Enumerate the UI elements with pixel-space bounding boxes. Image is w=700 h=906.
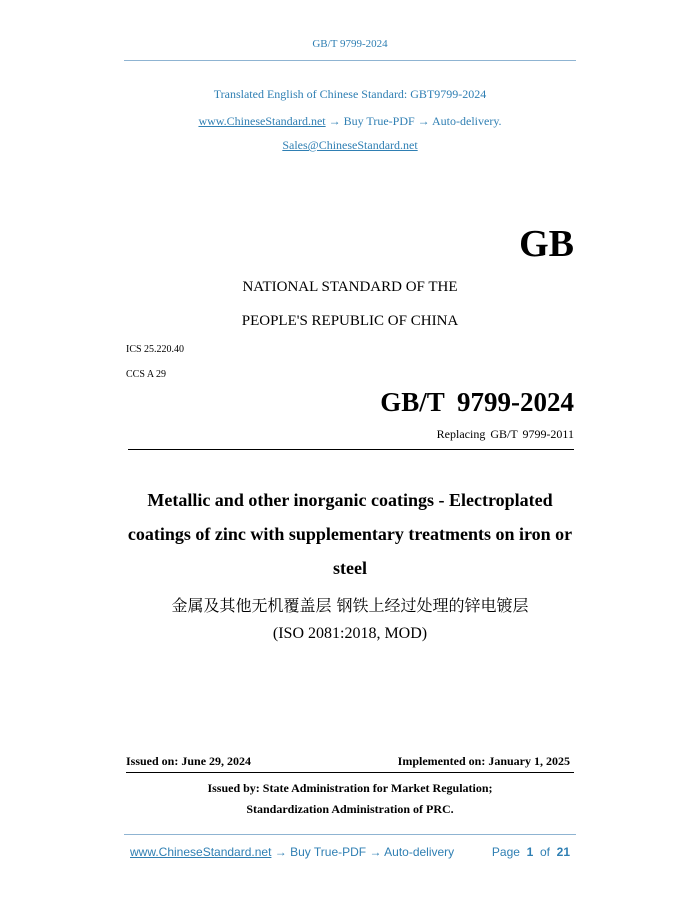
chinese-title: 金属及其他无机覆盖层 钢铁上经过处理的锌电镀层 bbox=[171, 596, 529, 615]
page-indicator bbox=[492, 845, 570, 859]
arrow-icon: → bbox=[366, 845, 385, 859]
gb-mark: GB bbox=[519, 223, 574, 265]
auto-delivery-text: Auto-delivery. bbox=[432, 114, 502, 128]
arrow-icon: → bbox=[325, 114, 344, 128]
national-standard-line: PEOPLE'S REPUBLIC OF CHINA bbox=[241, 313, 459, 329]
page-of: of bbox=[539, 845, 550, 859]
arrow-icon: → bbox=[271, 845, 291, 859]
implemented-on-date: Implemented on: January 1, 2025 bbox=[397, 754, 570, 768]
ccs-code: CCS A 29 bbox=[126, 369, 167, 380]
document-title-line: steel bbox=[333, 558, 367, 578]
buy-pdf-text: Buy True-PDF bbox=[343, 114, 415, 128]
national-standard-line: NATIONAL STANDARD OF THE bbox=[242, 279, 458, 295]
promo-links-line bbox=[0, 114, 700, 129]
footer-buy-text: Buy True-PDF bbox=[290, 845, 367, 859]
header-divider bbox=[124, 60, 576, 61]
ics-code: ICS 25.220.40 bbox=[126, 344, 185, 355]
site-link[interactable]: www.ChineseStandard.net bbox=[198, 114, 326, 128]
document-title-line: coatings of zinc with supplementary treatments on iron or bbox=[127, 524, 573, 544]
page-total: 21 bbox=[556, 845, 570, 859]
standard-number: GB/T 9799-2024 bbox=[380, 387, 574, 417]
footer-site-link[interactable]: www.ChineseStandard.net bbox=[130, 845, 272, 859]
iso-reference: (ISO 2081:2018, MOD) bbox=[272, 625, 428, 642]
document-title-line: Metallic and other inorganic coatings - Electroplated bbox=[147, 490, 553, 510]
issued-by-line: Issued by: State Administration for Market Regulation; bbox=[207, 781, 493, 795]
running-header: GB/T 9799-2024 bbox=[312, 38, 388, 50]
footer-links bbox=[130, 845, 454, 859]
title-divider bbox=[128, 449, 574, 450]
footer-divider bbox=[124, 834, 576, 835]
arrow-icon: → bbox=[414, 114, 433, 128]
email-link[interactable]: Sales@ChineseStandard.net bbox=[282, 138, 418, 152]
issued-divider bbox=[126, 772, 574, 773]
issued-by-line: Standardization Administration of PRC. bbox=[246, 802, 454, 816]
replacing-line: Replacing GB/T 9799-2011 bbox=[436, 427, 574, 441]
page-current: 1 bbox=[526, 845, 534, 859]
footer-delivery-text: Auto-delivery bbox=[384, 845, 455, 859]
translated-notice: Translated English of Chinese Standard: GBT9799-2024 bbox=[213, 87, 487, 101]
email-line bbox=[0, 138, 700, 153]
page-label: Page bbox=[491, 845, 520, 859]
issued-on-date: Issued on: June 29, 2024 bbox=[126, 754, 252, 768]
